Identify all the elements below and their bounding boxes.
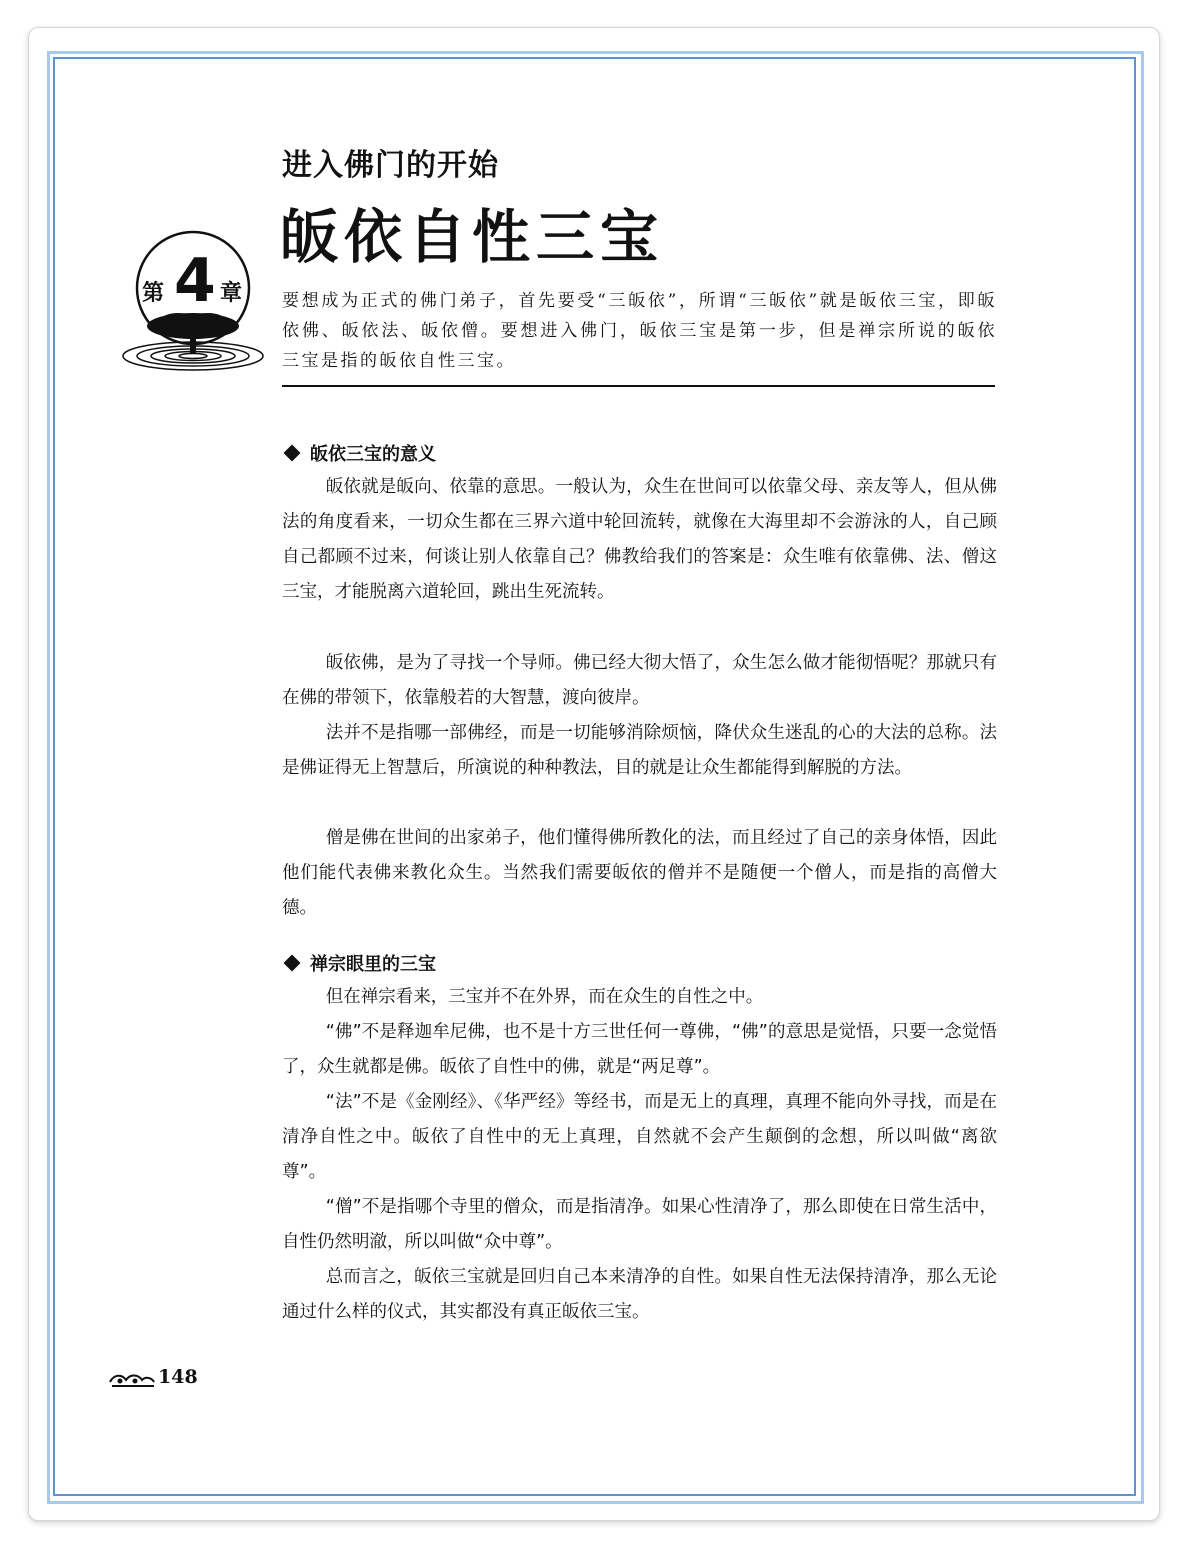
paragraph: “僧”不是指哪个寺里的僧众，而是指清净。如果心性清净了，那么即使在日常生活中，自性仍然明澈，所以叫做“众中尊”。 [282,1197,997,1252]
chapter-suffix: 章 [220,281,243,306]
paragraph: 总而言之，皈依三宝就是回归自己本来清净的自性。如果自性无法保持清净，那么无论通过什么样的仪式，其实都没有真正皈依三宝。 [282,1267,997,1322]
intro-divider [282,385,995,387]
chapter-intro: 要想成为正式的佛门弟子，首先要受“三皈依”，所谓“三皈依”就是皈依三宝，即皈依佛、皈依法、皈依僧。要想进入佛门，皈依三宝是第一步，但是禅宗所说的皈依三宝是指的皈依自性三宝。 [282,291,997,371]
paragraph: 皈依就是皈向、依靠的意思。一般认为，众生在世间可以依靠父母、亲友等人，但从佛法的角度看来，一切众生都在三界六道中轮回流转，就像在大海里却不会游泳的人，自己顾自己都顾不过来，何谈让别人依靠自己？佛教给我们的答案是：众生唯有依靠佛、法、僧这三宝，才能脱离六道轮回，跳出生死流转。 [282,477,997,602]
paragraph: 但在禅宗看来，三宝并不在外界，而在众生的自性之中。 [325,987,764,1007]
cloud-ornament-icon [108,1370,156,1388]
paragraph: “法”不是《金刚经》、《华严经》等经书，而是无上的真理，真理不能向外寻找，而是在清净自性之中。皈依了自性中的无上真理，自然就不会产生颠倒的念想，所以叫做“离欲尊”。 [282,1092,997,1182]
chapter-title: 皈依自性三宝 [280,203,665,271]
paragraph: 僧是佛在世间的出家弟子，他们懂得佛所教化的法，而且经过了自己的亲身体悟，因此他们能代表佛来教化众生。当然我们需要皈依的僧并不是随便一个僧人，而是指的高僧大德。 [282,828,997,918]
chapter-prefix: 第 [142,281,165,306]
paragraph: 法并不是指哪一部佛经，而是一切能够消除烦恼，降伏众生迷乱的心的大法的总称。法是佛证得无上智慧后，所演说的种种教法，目的就是让众生都能得到解脱的方法。 [282,723,997,778]
diamond-bullet-icon [284,955,301,972]
paragraph: 皈依佛，是为了寻找一个导师。佛已经大彻大悟了，众生怎么做才能彻悟呢？那就只有在佛的带领下，依靠般若的大智慧，渡向彼岸。 [282,653,997,708]
chapter-number: 4 [174,246,216,316]
paragraph: “佛”不是释迦牟尼佛，也不是十方三世任何一尊佛，“佛”的意思是觉悟，只要一念觉悟了，众生就都是佛。皈依了自性中的佛，就是“两足尊”。 [282,1022,997,1077]
chapter-subtitle: 进入佛门的开始 [282,148,499,183]
section-heading: 皈依三宝的意义 [282,440,436,466]
chapter-badge [118,226,268,384]
page-number: 148 [108,1366,198,1388]
diamond-bullet-icon [284,445,301,462]
section-heading: 禅宗眼里的三宝 [282,950,436,976]
